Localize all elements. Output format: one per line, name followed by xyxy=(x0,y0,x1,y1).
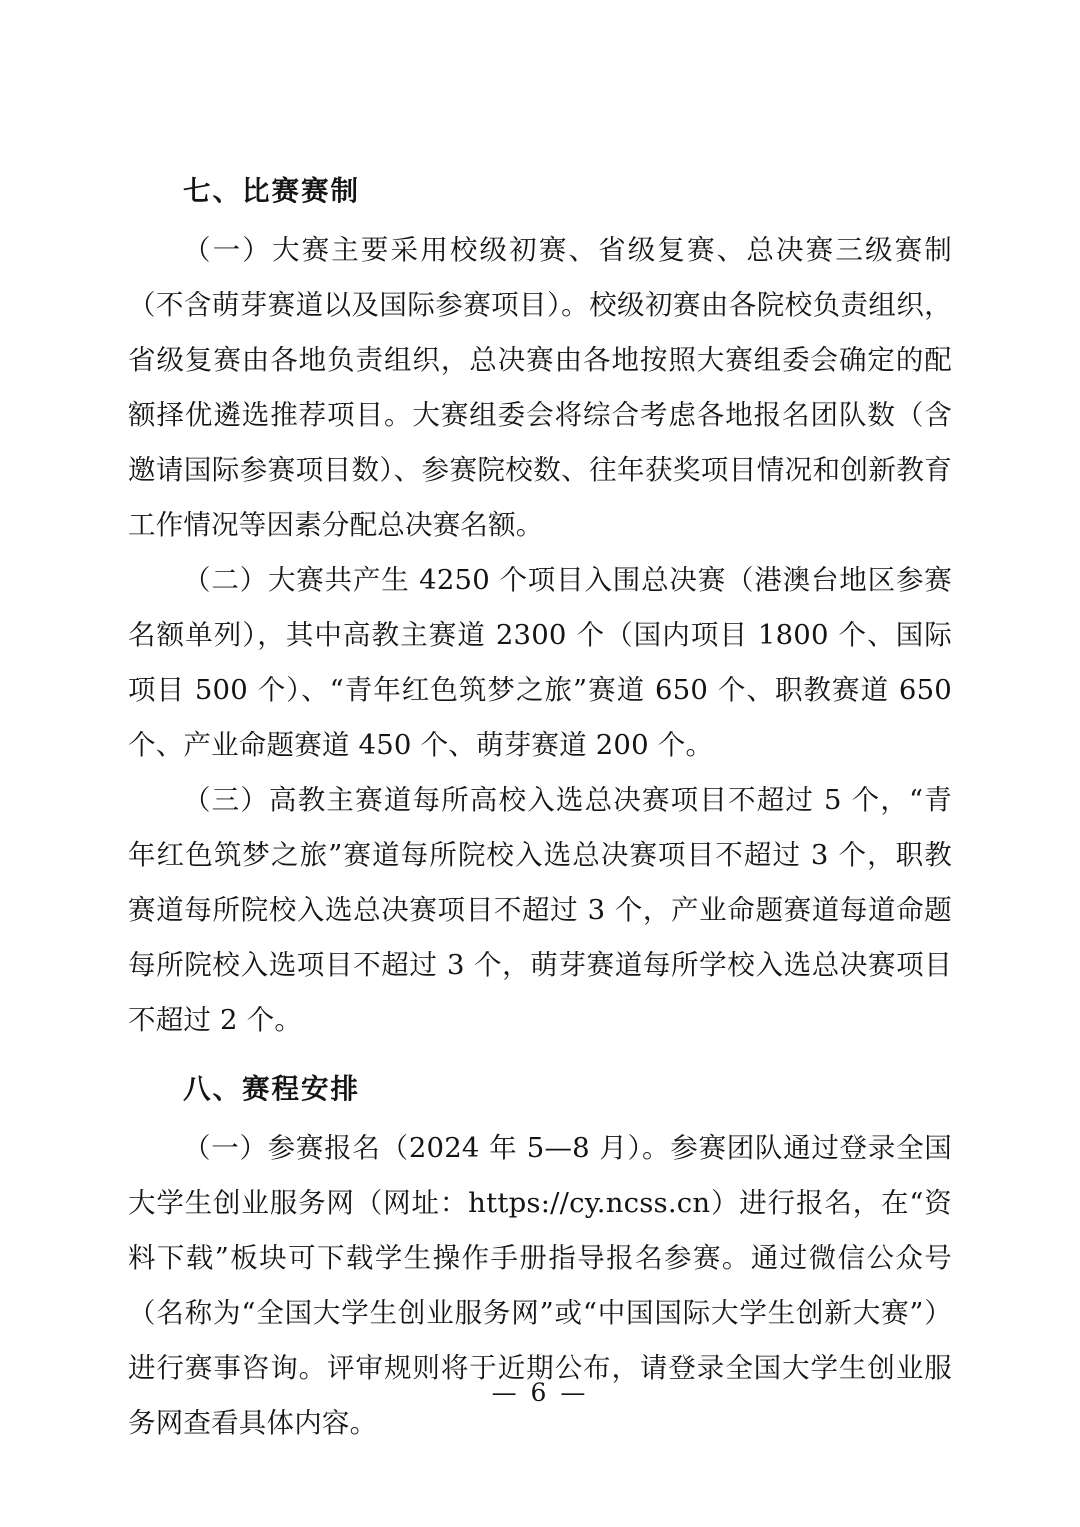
paragraph-eight-one: （一）参赛报名（2024 年 5—8 月）。参赛团队通过登录全国大学生创业服务网（网址：https://cy.ncss.cn）进行报名，在“资料下载”板块可下载学生操作手册指导报名参赛。通过微信公众号（名称为“全国大学生创业服务网”或“中国国际大学生创新大赛”）进行赛事咨询。评审规则将于近期公布，请登录全国大学生创业服务网查看具体内容。 xyxy=(128,1132,952,1439)
page-number: — 6 — xyxy=(491,1378,589,1407)
document-body xyxy=(128,164,952,1451)
section-heading-eight: 八、赛程安排 xyxy=(183,1073,360,1105)
paragraph-seven-two: （二）大赛共产生 4250 个项目入围总决赛（港澳台地区参赛名额单列），其中高教主赛道 2300 个（国内项目 1800 个、国际项目 500 个）、“青年红色筑梦之旅”赛道 650 个、职教赛道 650 个、产业命题赛道 450 个、萌芽赛道 200 个。 xyxy=(128,564,952,761)
section-heading-seven: 七、比赛赛制 xyxy=(183,175,360,207)
paragraph-seven-one: （一）大赛主要采用校级初赛、省级复赛、总决赛三级赛制（不含萌芽赛道以及国际参赛项目）。校级初赛由各院校负责组织，省级复赛由各地负责组织，总决赛由各地按照大赛组委会确定的配额择优遴选推荐项目。大赛组委会将综合考虑各地报名团队数（含邀请国际参赛项目数）、参赛院校数、往年获奖项目情况和创新教育工作情况等因素分配总决赛名额。 xyxy=(128,234,952,541)
paragraph-seven-three: （三）高教主赛道每所高校入选总决赛项目不超过 5 个，“青年红色筑梦之旅”赛道每所院校入选总决赛项目不超过 3 个，职教赛道每所院校入选总决赛项目不超过 3 个，产业命题赛道每道命题每所院校入选项目不超过 3 个，萌芽赛道每所学校入选总决赛项目不超过 2 个。 xyxy=(128,784,952,1036)
